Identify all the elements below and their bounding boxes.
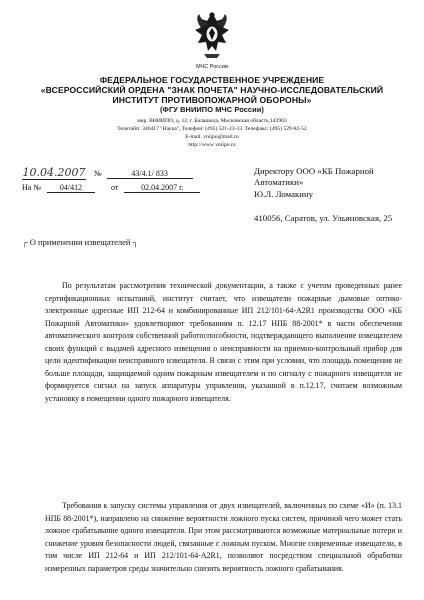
website-line: http://www vniipo.ru (188, 142, 236, 148)
address-line: мкр. ВНИИПО, д. 12, г. Балашиха, Московская область,143903 (137, 118, 287, 124)
body-paragraph-2: Требования к запуску системы управления от двух извещателей, включенных по схеме «И» (п. 13.1 НПБ 88-2001*), направлено на снижение вероятности ложного пуска систем, причиной чего может стать ложное срабатывание одного извещателя. При этом рассматриваются возможные материальные потери и снижение уровня безопасности людей, связанные с ложным пуском. Многие современные извещатели, в том числе ИП 212-64 и ИП 212/101-64-A2R1, позволяют посредством специальной обработки измеренных параметров среды значительно снизить вероятность ложного срабатывания. (45, 501, 402, 573)
subject-text: О применении извещателей (29, 237, 131, 247)
outgoing-registration (22, 166, 252, 180)
emblem-caption: МЧС России (196, 64, 228, 70)
org-abbreviation: (ФГУ ВНИИПО МЧС России) (160, 105, 264, 114)
ref-date: 02.04.2007 г. (124, 183, 200, 193)
ref-number: 04/412 (47, 183, 95, 193)
subject-bracket-right: ┐ (132, 238, 139, 247)
body-paragraph-1: По результатам рассмотрения технической документации, а также с учетом проведенных ранее сертификационных испытаний, институт считает, что извещатели пожарные дымовые оптико-электронные адресные ИП 212-64 и комбинированные ИП 212/101-64-A2R1 производства ООО «КБ Пожарной Автоматики» удовлетворяют требованиям п. 12.17 НПБ 88-2001* в части обеспечения автоматического контроля собственной работоспособности, подтверждающего выполнение извещателем своих функций с выдачей адресного извещения о неисправности на приемно-контрольный прибор для цели идентификации неисправного извещателя. В связи с этим при условии, что площадь помещения не больше площади, защищаемой одним пожарным извещателем и по сигналу с пожарного извещателя не формируется сигнал на запуск аппаратуры управления, указанной в п.12.17, считаем возможным установку в помещении одного пожарного извещателя. (45, 281, 402, 403)
handwritten-date: 10.04.2007 (22, 166, 86, 179)
recipient-name: Ю.Л. Ломакину (254, 189, 314, 199)
org-name-line-3: ИНСТИТУТ ПРОТИВОПОЖАРНОЙ ОБОРОНЫ» (112, 95, 312, 105)
mchs-eagle-emblem-icon (193, 10, 231, 60)
recipient-title-line-1: Директору ООО «КБ Пожарной (254, 166, 374, 176)
org-name-line-2: «ВСЕРОССИЙСКИЙ ОРДЕНА "ЗНАК ПОЧЕТА" НАУЧНО-ИССЛЕДОВАТЕЛЬСКИЙ (40, 85, 384, 95)
number-label: № (94, 169, 102, 178)
email-line: E-mail. vniipo@mail.ru (185, 134, 239, 140)
recipient-title-line-2: Автоматики» (254, 177, 304, 187)
reference-registration (22, 183, 252, 193)
phone-line: Телетайп: 346417 "Наука", Телефон: (495) 521-23-33. Телефакс: (495) 529-82-52 (117, 126, 307, 132)
org-name-line-1: ФЕДЕРАЛЬНОЕ ГОСУДАРСТВЕННОЕ УЧРЕЖДЕНИЕ (99, 75, 325, 85)
recipient-address: 410056, Саратов, ул. Ульяновская, 25 (254, 213, 393, 223)
ref-number-label: На № (22, 183, 41, 192)
ref-from-label: от (110, 183, 119, 192)
subject-bracket-left: ┌ (22, 238, 28, 247)
outgoing-number: 43/4.1/ 833 (107, 169, 193, 179)
subject-line (22, 237, 138, 247)
